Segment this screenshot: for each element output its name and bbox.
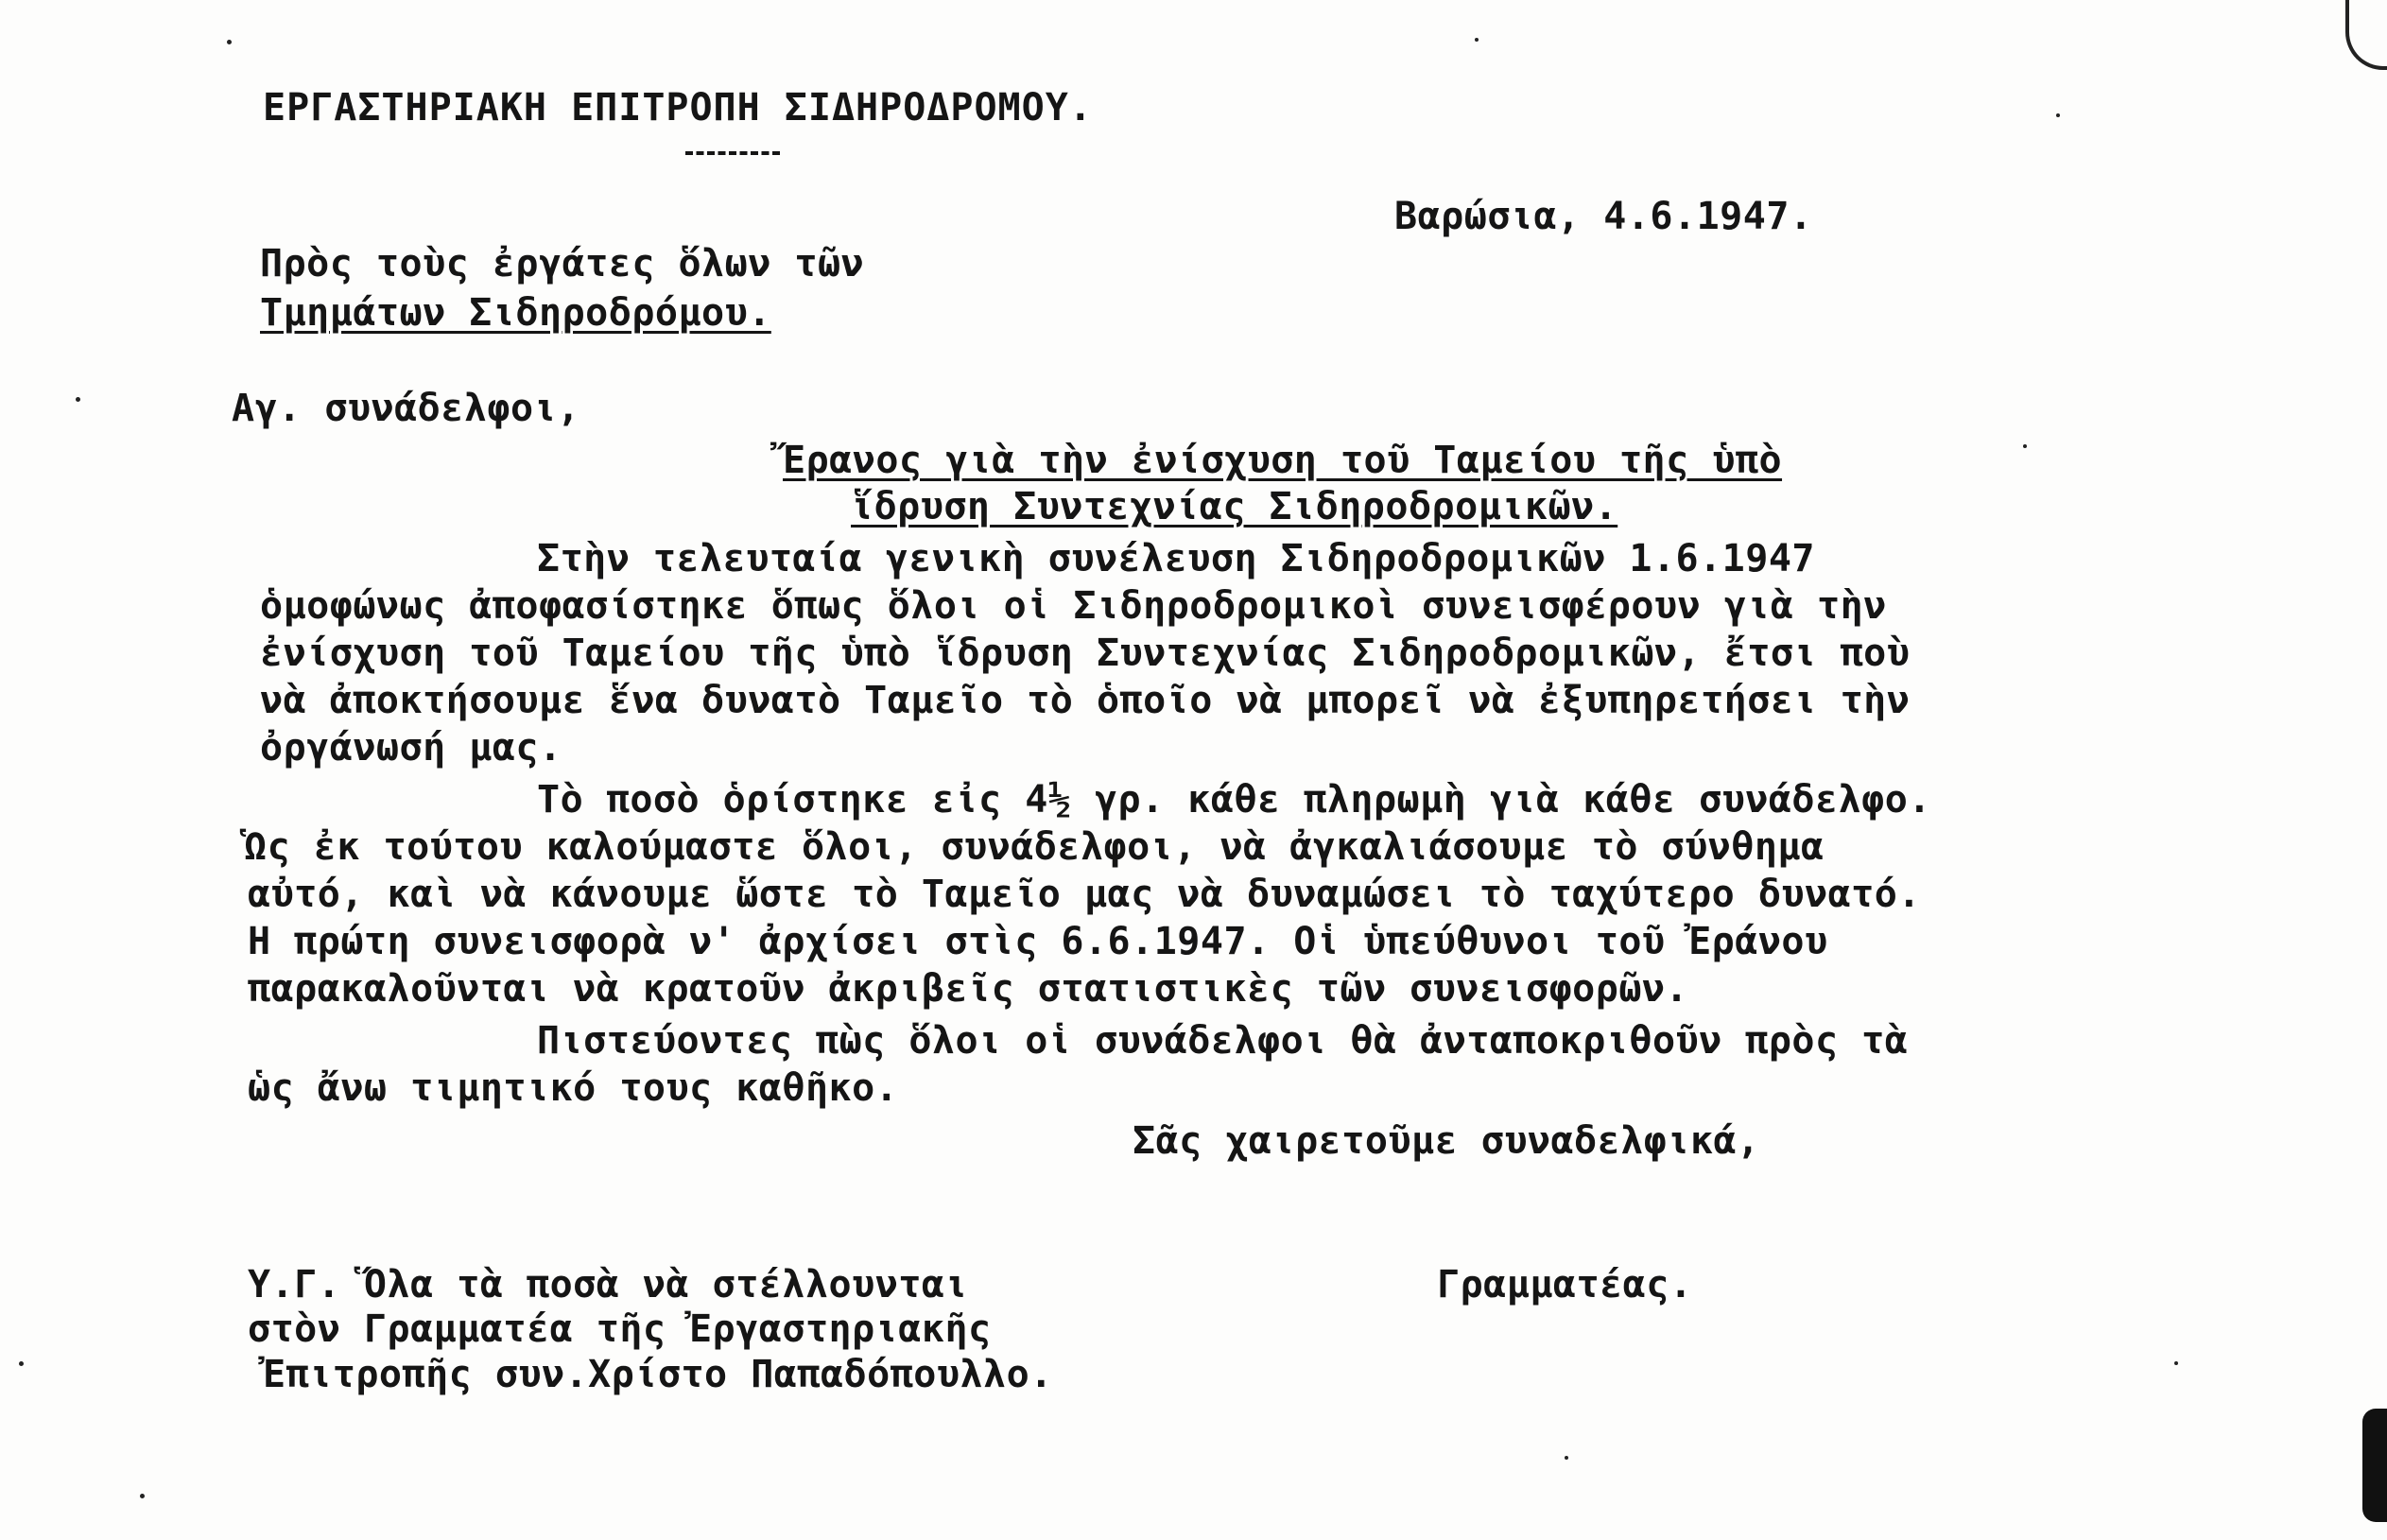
scan-speck [2023, 444, 2027, 448]
body-line-6: Τὸ ποσὸ ὁρίστηκε εἰς 4½ γρ. κάθε πληρωμὴ γιὰ κάθε συνάδελφο. [537, 778, 1931, 822]
body-line-8: αὐτό, καὶ νὰ κάνουμε ὥστε τὸ Ταμεῖο μας νὰ δυναμώσει τὸ ταχύτερο δυνατό. [248, 873, 1921, 916]
body-line-4: νὰ ἀποκτήσουμε ἕνα δυνατὸ Ταμεῖο τὸ ὁποῖο νὰ μπορεῖ νὰ ἐξυπηρετήσει τὴν [260, 679, 1911, 722]
recipient-line-1: Πρὸς τοὺς ἐργάτες ὅλων τῶν [260, 242, 865, 286]
body-line-1: Στὴν τελευταία γενικὴ συνέλευση Σιδηροδρομικῶν 1.6.1947 [537, 537, 1816, 580]
body-line-3: ἐνίσχυση τοῦ Ταμείου τῆς ὑπὸ ἵδρυση Συντεχνίας Σιδηροδρομικῶν, ἔτσι ποὺ [260, 632, 1911, 675]
scan-speck [2056, 113, 2060, 117]
subject-line-1: Ἔρανος γιὰ τὴν ἐνίσχυση τοῦ Ταμείου τῆς ὑπὸ [783, 439, 1783, 482]
body-line-9: Η πρώτη συνεισφορὰ ν' ἀρχίσει στὶς 6.6.1947. Οἱ ὑπεύθυνοι τοῦ Ἐράνου [248, 920, 1828, 963]
body-line-5: ὀργάνωσή μας. [260, 726, 562, 770]
body-line-11: Πιστεύοντες πὼς ὅλοι οἱ συνάδελφοι θὰ ἀνταποκριθοῦν πρὸς τὰ [537, 1019, 1909, 1063]
scan-speck [2174, 1361, 2178, 1365]
scan-speck [1565, 1456, 1568, 1460]
postscript-line-1: Υ.Γ. Ὅλα τὰ ποσὰ νὰ στέλλουνται [248, 1263, 969, 1306]
scan-speck [19, 1361, 24, 1366]
scan-speck [1475, 38, 1479, 42]
body-line-10: παρακαλοῦνται νὰ κρατοῦν ἀκριβεῖς στατιστικὲς τῶν συνεισφορῶν. [248, 967, 1689, 1011]
letterhead-dash-rule [685, 151, 780, 159]
signature-title: Γραμματέας. [1437, 1263, 1693, 1306]
postscript-line-3: Ἐπιτροπῆς συν.Χρίστο Παπαδόπουλλο. [263, 1353, 1053, 1396]
closing: Σᾶς χαιρετοῦμε συναδελφικά, [1133, 1119, 1760, 1163]
letterhead: ΕΡΓΑΣΤΗΡΙΑΚΗ ΕΠΙΤΡΟΠΗ ΣΙΔΗΡΟΔΡΟΜΟΥ. [263, 86, 1093, 130]
recipient-line-2: Τμημάτων Σιδηροδρόμου. [260, 291, 771, 335]
postscript-line-2: στὸν Γραμματέα τῆς Ἐργαστηριακῆς [248, 1307, 992, 1351]
salutation: Αγ. συνάδελφοι, [232, 387, 580, 430]
body-line-7: Ὡς ἐκ τούτου καλούμαστε ὅλοι, συνάδελφοι, νὰ ἀγκαλιάσουμε τὸ σύνθημα [244, 825, 1825, 869]
place-date: Βαρώσια, 4.6.1947. [1394, 195, 1813, 238]
scan-speck [76, 397, 80, 402]
body-line-12: ὡς ἄνω τιμητικό τους καθῆκο. [248, 1066, 899, 1110]
page-corner-scan-mark [2345, 0, 2387, 70]
scan-speck [140, 1494, 145, 1498]
subject-line-2: ἵδρυση Συντεχνίας Σιδηροδρομικῶν. [851, 485, 1618, 528]
body-line-2: ὁμοφώνως ἀποφασίστηκε ὅπως ὅλοι οἱ Σιδηροδρομικοὶ συνεισφέρουν γιὰ τὴν [260, 584, 1887, 628]
page-edge-scan-mark [2362, 1409, 2387, 1522]
scan-speck [227, 40, 232, 44]
